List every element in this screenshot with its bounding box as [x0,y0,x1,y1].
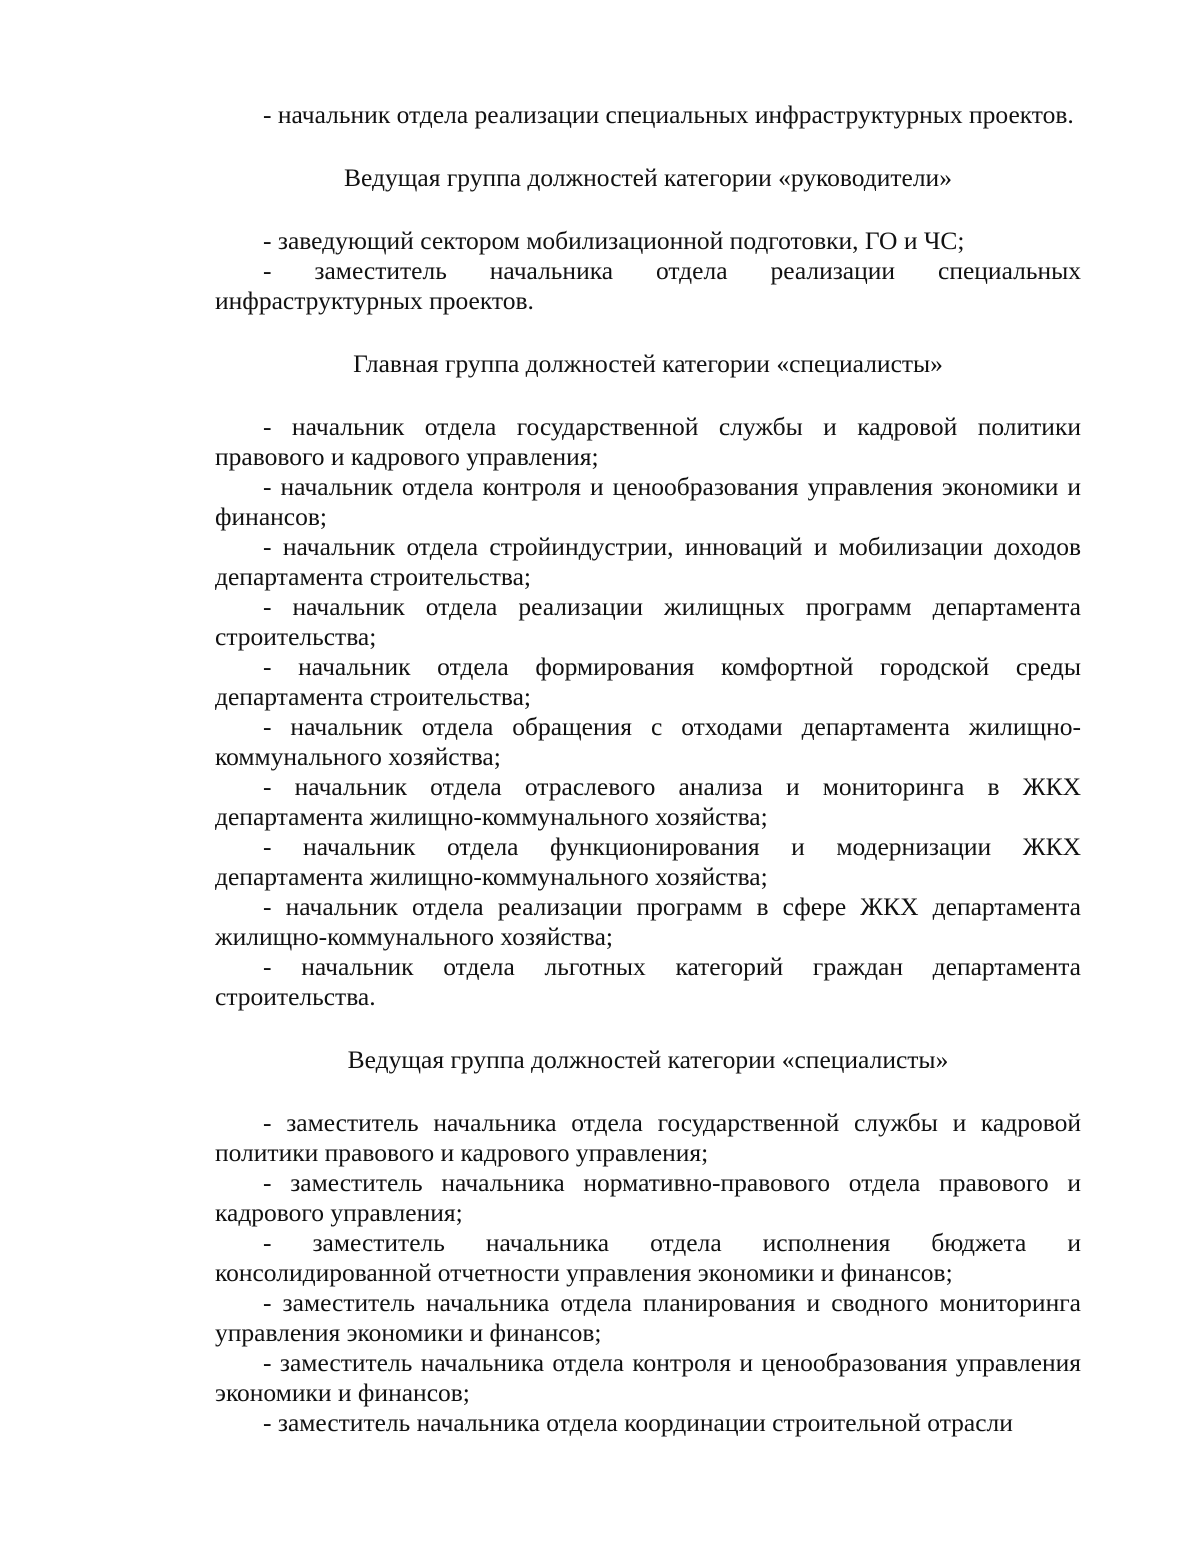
intro-item: - начальник отдела реализации специальных инфраструктурных проектов. [263,100,1074,129]
list-item: - заместитель начальника отдела планирования и сводного мониторинга управления экономики и финансов; [215,1288,1081,1347]
section-leading-managers [215,163,1081,316]
list-item: - начальник отдела государственной службы и кадровой политики правового и кадрового управления; [215,412,1081,471]
list-item: - заместитель начальника отдела координации строительной отрасли [263,1408,1013,1437]
list-item: - начальник отдела формирования комфортной городской среды департамента строительства; [215,652,1081,711]
section-heading: Ведущая группа должностей категории «специалисты» [347,1045,949,1074]
document-page [215,100,1081,1438]
list-item: - заместитель начальника нормативно-правового отдела правового и кадрового управления; [215,1168,1081,1227]
section-heading: Главная группа должностей категории «специалисты» [353,349,943,378]
list-item: - заместитель начальника отдела государственной службы и кадровой политики правового и кадрового управления; [215,1108,1081,1167]
list-item: - начальник отдела отраслевого анализа и мониторинга в ЖКХ департамента жилищно-коммунального хозяйства; [215,772,1081,831]
list-item: - начальник отдела реализации программ в сфере ЖКХ департамента жилищно-коммунального хозяйства; [215,892,1081,951]
list-item: - начальник отдела реализации жилищных программ департамента строительства; [215,592,1081,651]
list-item: - начальник отдела стройиндустрии, инноваций и мобилизации доходов департамента строительства; [215,532,1081,591]
list-item: - заместитель начальника отдела исполнения бюджета и консолидированной отчетности управления экономики и финансов; [215,1228,1081,1287]
list-item: - заместитель начальника отдела реализации специальных инфраструктурных проектов. [215,256,1081,315]
section-leading-specialists [215,1045,1081,1438]
list-item: - заведующий сектором мобилизационной подготовки, ГО и ЧС; [263,226,965,255]
section-heading: Ведущая группа должностей категории «руководители» [344,163,952,192]
list-item: - заместитель начальника отдела контроля и ценообразования управления экономики и финансов; [215,1348,1081,1407]
list-item: - начальник отдела льготных категорий граждан департамента строительства. [215,952,1081,1011]
list-item: - начальник отдела обращения с отходами департамента жилищно-коммунального хозяйства; [215,712,1081,771]
section-main-specialists [215,349,1081,1012]
list-item: - начальник отдела контроля и ценообразования управления экономики и финансов; [215,472,1081,531]
list-item: - начальник отдела функционирования и модернизации ЖКХ департамента жилищно-коммунального хозяйства; [215,832,1081,891]
